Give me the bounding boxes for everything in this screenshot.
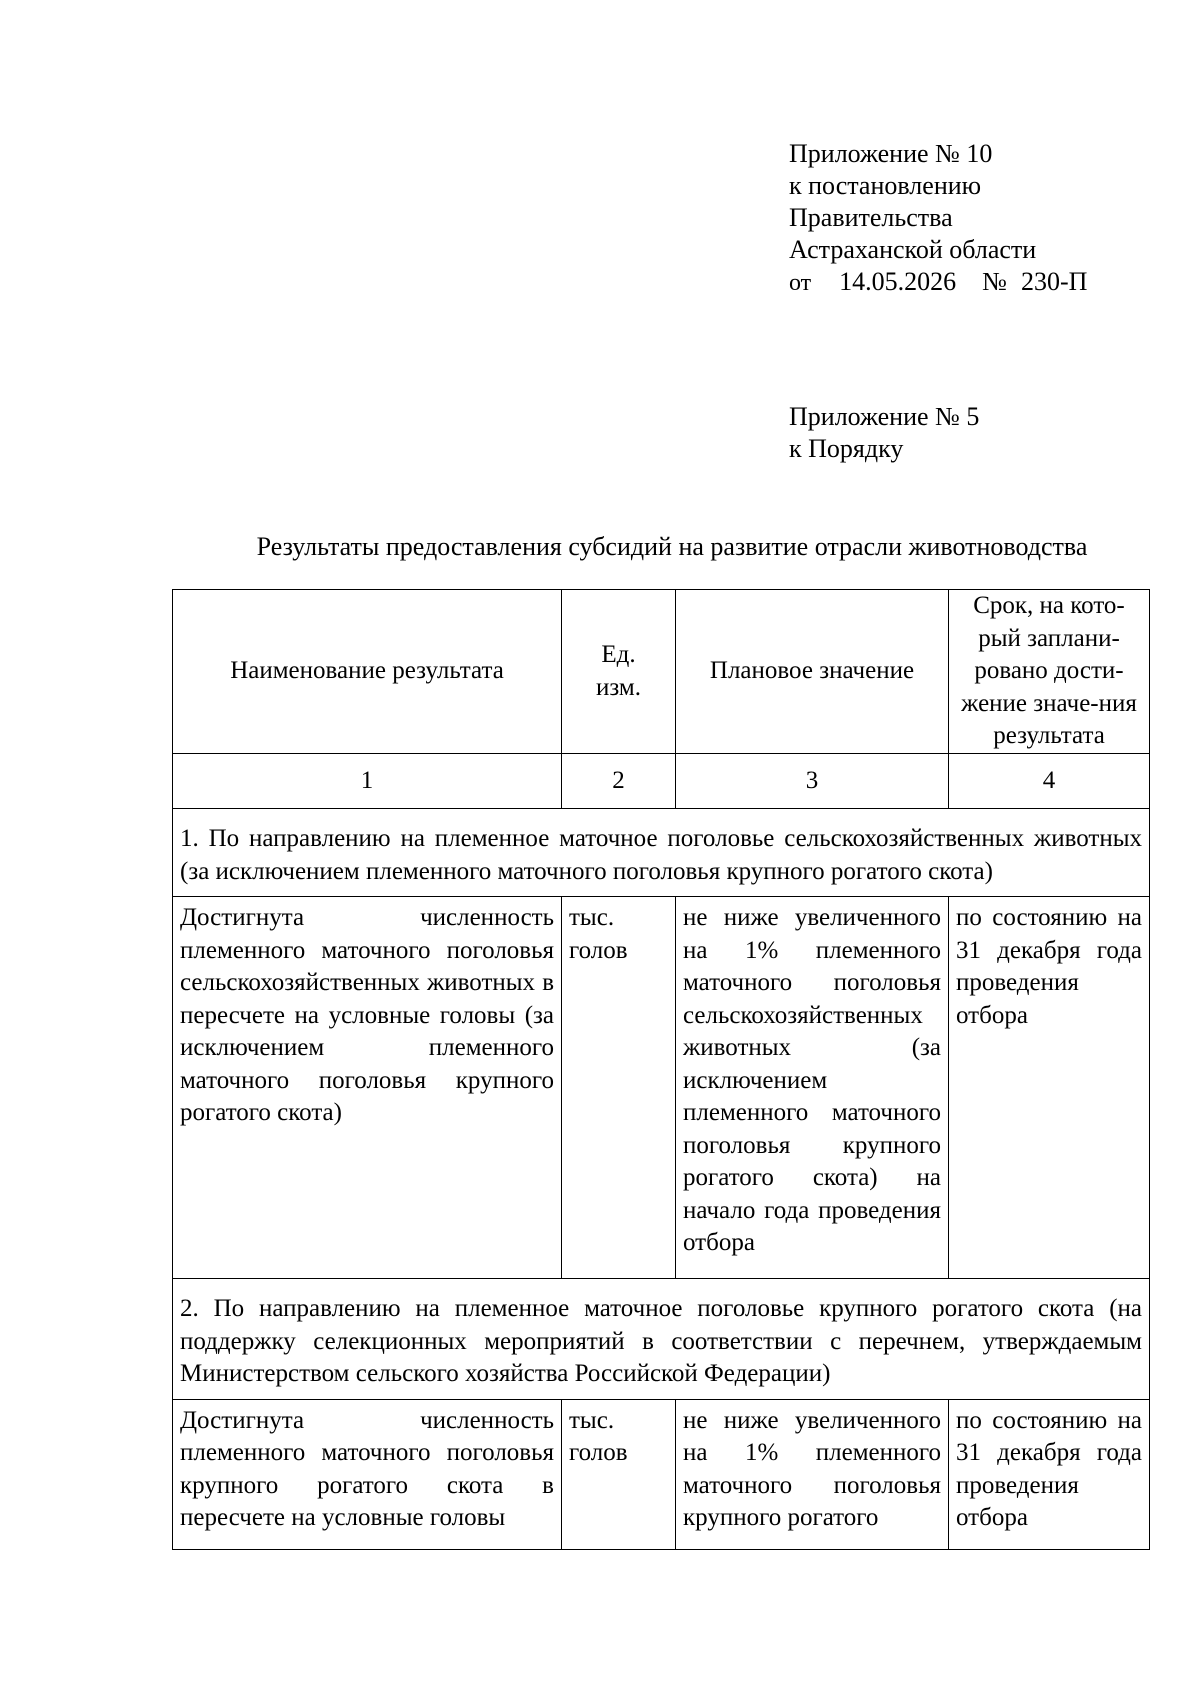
- column-number: 1: [173, 754, 562, 809]
- result-unit-text: тыс. голов: [569, 1406, 628, 1466]
- header-cell-plan: Плановое значение: [676, 590, 949, 754]
- header-cell-term: [949, 590, 1150, 754]
- header-cell-name: Наименование результата: [173, 590, 562, 754]
- result-unit: [562, 897, 676, 1279]
- result-plan: не ниже увеличенного на 1% племенного маточного поголовья сельскохозяйственных животных (за исключением племенного маточного поголовья крупного рогатого скота) на начало года проведения отбора: [676, 897, 949, 1279]
- header-unit-text: Ед. изм.: [596, 641, 641, 701]
- number-sign: №: [982, 267, 1007, 296]
- document-number: 230-П: [1020, 267, 1088, 296]
- appendix-order-line: Приложение № 5: [789, 402, 980, 431]
- result-term: по состоянию на 31 декабря года проведения отбора: [949, 897, 1150, 1279]
- column-number: 3: [676, 754, 949, 809]
- section-title: 2. По направлению на племенное маточное поголовье крупного рогатого скота (на поддержку селекционных мероприятий в соответствии с перечнем, утверждаемым Министерством сельского хозяйства Российской Федерации): [173, 1279, 1150, 1400]
- appendix-line: к постановлению: [789, 171, 982, 200]
- appendix-order: [789, 401, 979, 465]
- results-table: [172, 589, 1150, 1550]
- result-term: по состоянию на 31 декабря года проведения отбора: [949, 1399, 1150, 1549]
- table-row: [173, 897, 1150, 1279]
- section-title: 1. По направлению на племенное маточное поголовье сельскохозяйственных животных (за исключением племенного маточного поголовья крупного рогатого скота): [173, 809, 1150, 897]
- appendix-line: Приложение № 10: [789, 139, 993, 168]
- appendix-header: [789, 138, 1087, 299]
- document-title: Результаты предоставления субсидий на развитие отрасли животноводства: [256, 532, 1088, 561]
- section-row: [173, 809, 1150, 897]
- document-date: 14.05.2026: [839, 267, 957, 296]
- header-cell-unit: [562, 590, 676, 754]
- result-name: Достигнута численность племенного маточного поголовья сельскохозяйственных животных в пересчете на условные головы (за исключением племенного маточного поголовья крупного рогатого скота): [173, 897, 562, 1279]
- header-term-text: Срок, на кото-рый заплани-ровано дости-жение значе-ния результата: [961, 592, 1137, 750]
- column-number: 4: [949, 754, 1150, 809]
- table-row: [173, 1399, 1150, 1549]
- date-prefix: от: [789, 270, 812, 296]
- column-number: 2: [562, 754, 676, 809]
- table-header-row: [173, 590, 1150, 754]
- appendix-line: Правительства: [789, 203, 953, 232]
- result-unit: [562, 1399, 676, 1549]
- result-unit-text: тыс. голов: [569, 904, 628, 964]
- result-name: Достигнута численность племенного маточного поголовья крупного рогатого скота в пересчете на условные головы: [173, 1399, 562, 1549]
- appendix-order-line: к Порядку: [789, 434, 904, 463]
- date-line: [789, 266, 1087, 299]
- result-plan: не ниже увеличенного на 1% племенного маточного поголовья крупного рогатого: [676, 1399, 949, 1549]
- column-numbers-row: [173, 754, 1150, 809]
- appendix-line: Астраханской области: [789, 235, 1037, 264]
- section-row: [173, 1279, 1150, 1400]
